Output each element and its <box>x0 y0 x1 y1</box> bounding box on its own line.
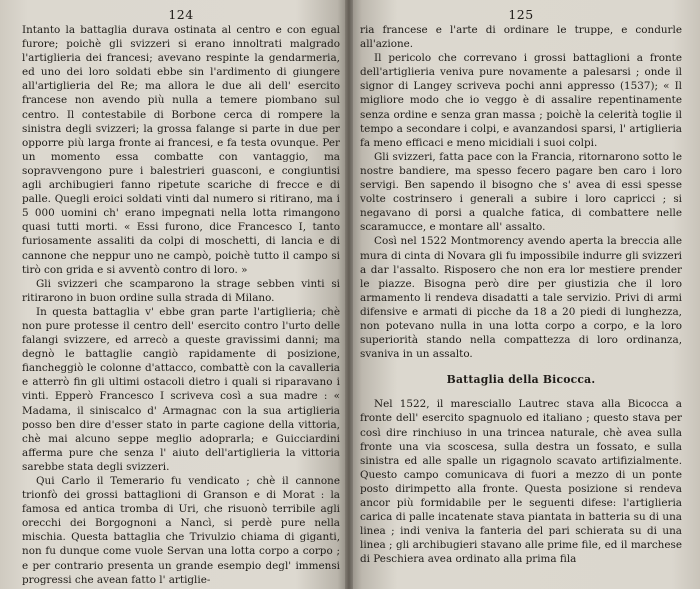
right-page <box>348 0 700 589</box>
left-page-text <box>22 23 340 587</box>
paragraph: Così nel 1522 Montmorency avendo aperta la breccia alle mura di cinta di Novara gli fu impossibile indurre gli svizzeri a dar l'assalto. Risposero che non era lor mestiere prender le piazze. Bisogna però dire per giustizia che il loro armamento li rendeva disadatti a tale servizio. Privi di armi difensive e armati di picche da 18 a 20 piedi di lunghezza, non potevano nulla in una lotta corpo a corpo, e la loro superiorità stando nella compattezza di loro ordinanza, svaniva in un assalto. <box>360 235 682 361</box>
paragraph: Qui Carlo il Temerario fu vendicato ; chè il cannone trionfò dei grossi battaglioni di Granson e di Morat : la famosa ed antica tromba di Uri, che risuonò terribile agli orecchi dei Borgognoni a Nancì, si perdè pure nella mischia. Questa battaglia che Trivulzio chiama di giganti, non fu dunque come vuole Servan una lotta corpo a corpo ; e per contrario presenta un grande esempio degl' immensi progressi che avean fatto l' artiglie- <box>22 475 340 586</box>
page-number-left: 124 <box>168 7 194 22</box>
paragraph: Gli svizzeri che scamparono la strage sebben vinti si ritirarono in buon ordine sulla strada di Milano. <box>22 277 340 304</box>
paragraph: Il pericolo che correvano i grossi battaglioni a fronte dell'artiglieria veniva pure novamente a palesarsi ; onde il signor di Langey scriveva pochi anni appresso (1537); « Il migliore modo che io veggo è di assalire repentinamente senza ordine e senza gran massa ; poichè la celerità toglie il tempo a secondare i colpi, e avanzandosi sparsi, l' artiglieria fa meno efficaci e meno micidiali i suoi colpi. <box>360 52 682 149</box>
paragraph: Nel 1522, il maresciallo Lautrec stava alla Bicocca a fronte dell' esercito spagnuolo ed italiano ; questo stava per così dire rinchiuso in una trincea naturale, chè avea sulla fronte una via scoscesa, sulla destra un fossato, e sulla sinistra ed alle spalle un rigagnolo scavato artifizialmente. Questo campo comunicava di fuori a mezzo di un ponte posto dirimpetto alla fronte. Questa posizione si rendeva ancor più formidabile per le seguenti difese: l'artiglieria carica di palle incatenate stava piantata in batteria su di una linea ; indi veniva la fanteria del pari schierata su di una linea ; gli archibugieri stavano alle prime file, ed il marchese di Peschiera avea ordinato alla prima fila <box>360 398 682 566</box>
right-page-text <box>360 23 682 566</box>
page-number-right: 125 <box>508 7 534 22</box>
paragraph: Gli svizzeri, fatta pace con la Francia, ritornarono sotto le nostre bandiere, ma spesso fecero pagare ben caro i loro servigi. Ben sapendo il bisogno che s' avea di essi spesse volte costrinsero i generali a subire i loro capricci ; si negavano di porsi a qualche fatica, di combattere nelle scaramucce, e montare all' assalto. <box>360 150 682 234</box>
section-title: Battaglia della Bicocca. <box>446 373 596 387</box>
paragraph: Intanto la battaglia durava ostinata al centro e con egual furore; poichè gli svizzeri si erano innoltrati malgrado l'artiglieria dei francesi; avevano respinte la gendarmeria, ed uno dei loro soldati ebbe sin l'ardimento di giungere all'artiglieria del Re; ma allora le due ali dell' esercito francese non avendo più nulla a temere piombano sul centro. Il contestabile di Borbone cerca di rompere la sinistra degli svizzeri; la grossa falange si parte in due per opporre più larga fronte ai francesi, e fa testa ovunque. Per un momento essa combatte con vantaggio, ma sopravvengono pure i balestrieri guasconi, e congiuntisi agli archibugieri fanno ripetute scariche di frecce e di palle. Quegli eroici soldati vinti dal numero si ritirano, ma i 5 000 uomini ch' erano impegnati nella lotta rimangono quasi tutti morti. « Essi furono, dice Francesco I, tanto furiosamente assaliti da colpi di moschetti, di lancia e di cannone che neppur uno ne campò, poichè tutto il campo si tirò con grida e si avventò contro di loro. » <box>22 24 340 276</box>
paragraph: In questa battaglia v' ebbe gran parte l'artiglieria; chè non pure protesse il centro dell' esercito contro l'urto delle falangi svizzere, ed arrecò a queste gravissimi danni; ma degnò le battaglie cangiò rapidamente di posizione, fiancheggiò le colonne d'attacco, combattè con la cavalleria e atterrò fin gli ultimi ostacoli dietro i quali si riparavano i vinti. Epperò Francesco I scriveva così a sua madre : « Madama, il siniscalco d' Armagnac con la sua artiglieria posso ben dire d'esser stato in parte cagione della vittoria, chè mai alcuno seppe meglio adoprarla; e Guicciardini afferma pure che senza l' aiuto dell'artiglieria la vittoria sarebbe stata degli svizzeri. <box>22 305 340 473</box>
book-gutter <box>345 0 353 589</box>
left-page <box>0 0 348 589</box>
paragraph: ria francese e l'arte di ordinare le truppe, e condurle all'azione. <box>360 24 682 51</box>
